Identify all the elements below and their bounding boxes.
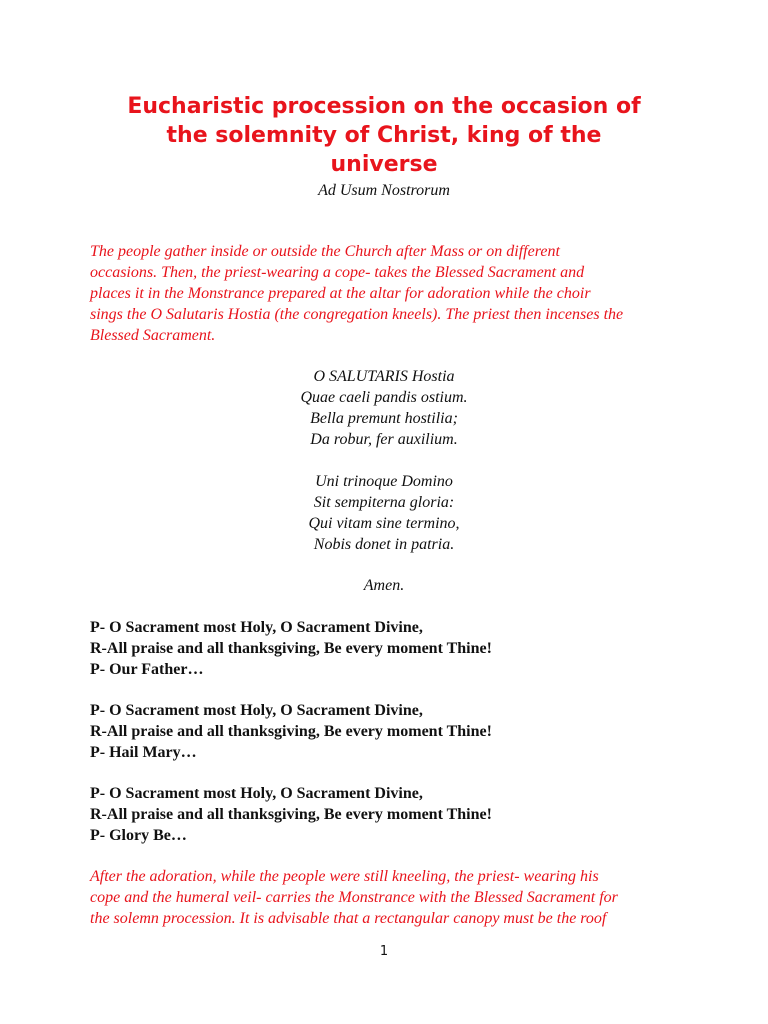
- hymn-line: Qui vitam sine termino,: [308, 515, 460, 532]
- rubric-line: Blessed Sacrament.: [90, 327, 216, 344]
- hymn-line: Sit sempiterna gloria:: [313, 494, 455, 511]
- page-number: 1: [379, 944, 389, 959]
- rubric-line: After the adoration, while the people were still kneeling, the priest- wearing his: [90, 868, 599, 885]
- hymn-stanza-2: [90, 471, 678, 555]
- rubric-line: the solemn procession. It is advisable that a rectangular canopy must be the roof: [90, 910, 607, 927]
- prayer-block-3: [90, 783, 690, 846]
- hymn-line: Quae caeli pandis ostium.: [300, 389, 468, 406]
- prayer-line: R-All praise and all thanksgiving, Be every moment Thine!: [90, 640, 492, 657]
- hymn-line: Bella premunt hostilia;: [310, 410, 458, 427]
- hymn-line: Da robur, fer auxilium.: [310, 431, 458, 448]
- rubric-line: occasions. Then, the priest-wearing a cope- takes the Blessed Sacrament and: [90, 264, 585, 281]
- closing-rubric: [90, 866, 690, 929]
- prayer-block-1: [90, 617, 690, 680]
- subtitle: Ad Usum Nostrorum: [318, 182, 450, 199]
- title-line: the solemnity of Christ, king of the: [166, 123, 602, 148]
- prayer-line: R-All praise and all thanksgiving, Be every moment Thine!: [90, 806, 492, 823]
- hymn-line: Uni trinoque Domino: [315, 473, 453, 490]
- prayer-line: R-All praise and all thanksgiving, Be every moment Thine!: [90, 723, 492, 740]
- prayer-line: P- O Sacrament most Holy, O Sacrament Divine,: [90, 619, 423, 636]
- prayer-block-2: [90, 700, 690, 763]
- hymn-amen: Amen.: [363, 577, 405, 594]
- rubric-line: cope and the humeral veil- carries the Monstrance with the Blessed Sacrament for: [90, 889, 618, 906]
- prayer-line: P- Glory Be…: [90, 827, 187, 844]
- prayer-line: P- O Sacrament most Holy, O Sacrament Divine,: [90, 785, 423, 802]
- hymn-line: Nobis donet in patria.: [313, 536, 455, 553]
- hymn-line: O SALUTARIS Hostia: [313, 368, 455, 385]
- rubric-line: The people gather inside or outside the Church after Mass or on different: [90, 243, 560, 260]
- rubric-line: places it in the Monstrance prepared at the altar for adoration while the choir: [90, 285, 591, 302]
- rubric-line: sings the O Salutaris Hostia (the congregation kneels). The priest then incenses the: [90, 306, 624, 323]
- hymn-stanza-1: [90, 366, 678, 450]
- prayer-line: P- O Sacrament most Holy, O Sacrament Divine,: [90, 702, 423, 719]
- title-line: Eucharistic procession on the occasion of: [127, 94, 641, 119]
- prayer-line: P- Hail Mary…: [90, 744, 197, 761]
- page-title: [90, 92, 678, 179]
- intro-rubric: [90, 241, 690, 346]
- title-line: universe: [330, 152, 438, 177]
- prayer-line: P- Our Father…: [90, 661, 204, 678]
